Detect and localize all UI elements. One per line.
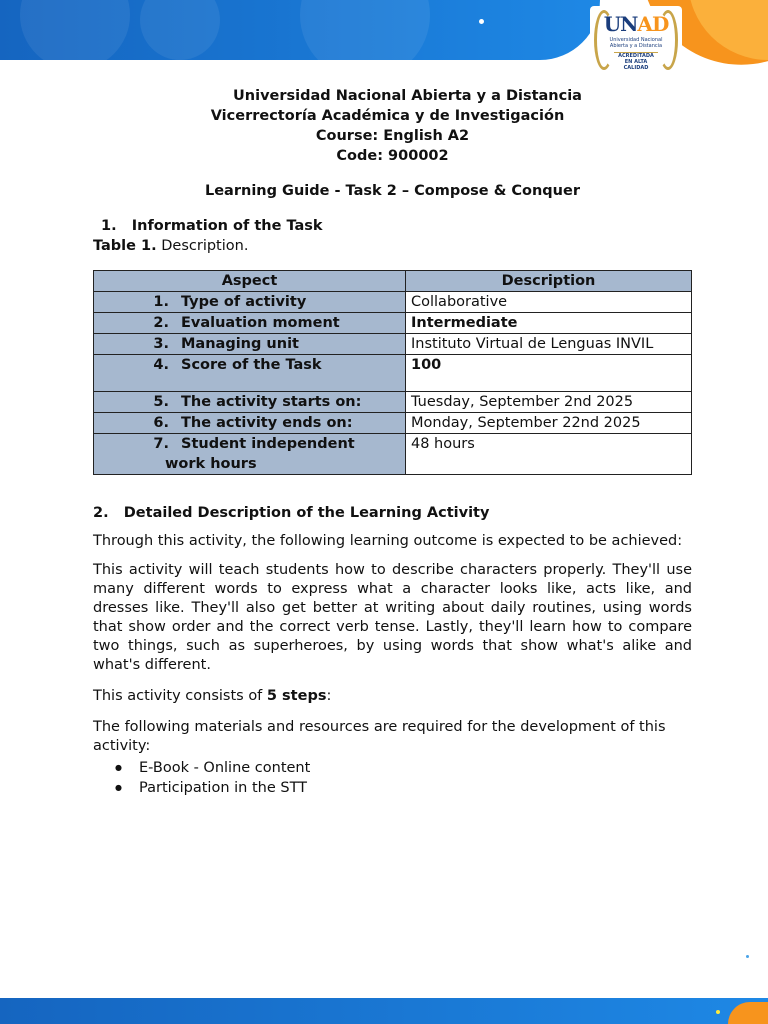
value-cell: Collaborative [406,292,692,313]
decorative-dot [746,955,749,958]
materials-list [93,758,692,798]
paragraph-activity-description: This activity will teach students how to describe characters properly. They'll use many different words to express what a character looks like, acts like, and dresses like. They'll also get better at writing about daily routines, using words that show order and the correct verb tense. Lastly, they'll learn how to compare two things, such as superheroes, by using words that show what's alike and what's different. [93,562,692,673]
logo-wordmark: UNAD [603,12,669,36]
unad-logo [590,6,682,71]
table-row [94,392,692,413]
section-1-heading: 1. Information of the Task [101,218,323,234]
table-row [94,413,692,434]
aspect-cell: 3. Managing unit [94,334,406,355]
aspect-cell: 5. The activity starts on: [94,392,406,413]
university-name: Universidad Nacional Abierta y a Distancia [233,88,582,104]
list-item: ● E-Book - Online content [139,758,692,778]
footer-dot [716,1010,720,1014]
table-caption: Table 1. Description. [93,238,249,254]
footer-orange-shape [728,1002,768,1024]
aspect-cell: 1. Type of activity [94,292,406,313]
table-header-aspect: Aspect [94,271,406,292]
value-cell: 48 hours [406,434,692,475]
table-row [94,292,692,313]
table-row [94,355,692,392]
task-description-table [93,270,692,475]
vice-rectory: Vicerrectoría Académica y de Investigación [210,108,565,124]
value-cell: 100 [406,355,692,392]
paragraph-steps: This activity consists of 5 steps: [93,688,332,704]
value-cell: Monday, September 22nd 2025 [406,413,692,434]
table-header-row [94,271,692,292]
table-row [94,334,692,355]
banner-blue-shape [0,0,600,60]
aspect-cell: 7. Student independent work hours [94,434,406,475]
guide-title: Learning Guide - Task 2 – Compose & Conquer [204,183,580,199]
aspect-cell: 6. The activity ends on: [94,413,406,434]
logo-accreditation: ACREDITADA EN ALTA CALIDAD [614,52,658,71]
document-body [93,86,692,798]
banner-dot [479,19,484,24]
paragraph-learning-outcome: Through this activity, the following learning outcome is expected to be achieved: [93,533,683,549]
value-cell: Instituto Virtual de Lenguas INVIL [406,334,692,355]
value-cell: Intermediate [406,313,692,334]
section-2-heading: 2. Detailed Description of the Learning Activity [93,505,490,521]
table-header-description: Description [406,271,692,292]
table-row [94,313,692,334]
list-item: ● Participation in the STT [139,778,692,798]
course-code: Code: 900002 [336,148,449,164]
aspect-cell: 4. Score of the Task [94,355,406,392]
paragraph-materials: The following materials and resources are required for the development of this activity: [93,719,666,754]
document-header [93,86,692,166]
footer-banner [0,998,768,1024]
table-row [94,434,692,475]
value-cell: Tuesday, September 2nd 2025 [406,392,692,413]
course-title: Course: English A2 [315,128,470,144]
aspect-cell: 2. Evaluation moment [94,313,406,334]
logo-subtitle: Universidad Nacional Abierta y a Distancia [609,37,663,49]
header-banner [0,0,768,72]
